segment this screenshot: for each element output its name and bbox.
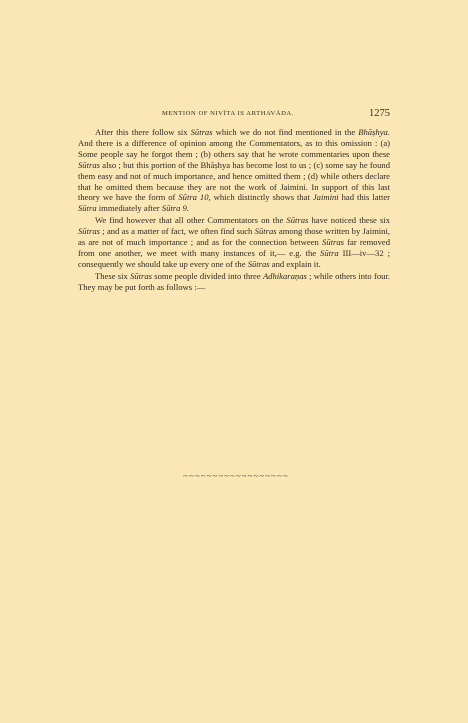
page-header bbox=[78, 108, 390, 122]
italic-term: Sūtras bbox=[190, 127, 213, 137]
text-run: ; and as a matter of fact, we often find such bbox=[99, 226, 255, 237]
italic-term: Sūtras bbox=[78, 226, 100, 237]
italic-term: Sūtra 9. bbox=[161, 203, 189, 214]
text-run: After this there follow six bbox=[95, 127, 191, 137]
italic-term: Sūtra 10, bbox=[178, 192, 211, 203]
text-run: And there is a difference of opinion among the Commentators, as to this omission : (a) Some people say he forgot them ; (b) others say that he wrote commentaries upon these bbox=[78, 137, 390, 159]
body-text bbox=[78, 127, 390, 293]
text-run: III—iv—32 ; consequently we should take up every one of the bbox=[78, 247, 390, 269]
italic-term: Sūtras bbox=[286, 215, 309, 226]
running-head: MENTION OF NIVĪTA IS ARTHAVĀDA. bbox=[162, 110, 294, 117]
text-run: which distinctly shows that bbox=[210, 192, 313, 203]
italic-term: Adhikaraṇas bbox=[262, 270, 307, 281]
text-run: some people divided into three bbox=[152, 270, 263, 281]
paragraph bbox=[78, 215, 390, 270]
decorative-divider: ~~~~~~~~~~~~~~~~~~ bbox=[183, 471, 289, 481]
italic-term: Sūtras bbox=[247, 258, 270, 269]
text-run: also ; but this portion of the Bhāṣhya has become lost to us ; (c) some say he found them easy and not of much importance, and hence omitted them ; (d) while others declare that he omitted them because they are not the work of Jaimini. In support of this last theory we have the form of bbox=[78, 159, 390, 203]
text-run: We find however that all other Commentators on the bbox=[95, 215, 287, 226]
text-run: have noticed these six bbox=[308, 215, 390, 226]
text-run: far removed from one another, we meet with many instances of it,— e.g. the bbox=[78, 237, 390, 258]
paragraph bbox=[78, 271, 390, 293]
text-run: ; while others into four. They may be put forth as follows :— bbox=[78, 270, 390, 292]
text-run: immediately after bbox=[96, 203, 162, 214]
page-number: 1275 bbox=[369, 108, 390, 119]
paragraph bbox=[78, 127, 390, 214]
text-run: among those written by Jaimini, as are not of much importance ; and as for the connection between bbox=[78, 226, 390, 248]
italic-term: Sūtra bbox=[320, 247, 339, 258]
italic-term: Sūtras bbox=[322, 237, 344, 248]
text-run: and explain it. bbox=[269, 258, 321, 269]
italic-term: Sūtras bbox=[130, 270, 153, 281]
text-run: which we do not find mentioned in the bbox=[212, 127, 359, 137]
italic-term: Sūtras bbox=[78, 159, 100, 170]
italic-term: Sūtra bbox=[78, 203, 97, 214]
text-run: These six bbox=[95, 270, 131, 281]
text-run: had this latter bbox=[338, 192, 391, 203]
italic-term: Jaimini bbox=[312, 192, 339, 203]
italic-term: Bhāṣhya. bbox=[358, 127, 390, 137]
italic-term: Sūtras bbox=[254, 226, 277, 237]
